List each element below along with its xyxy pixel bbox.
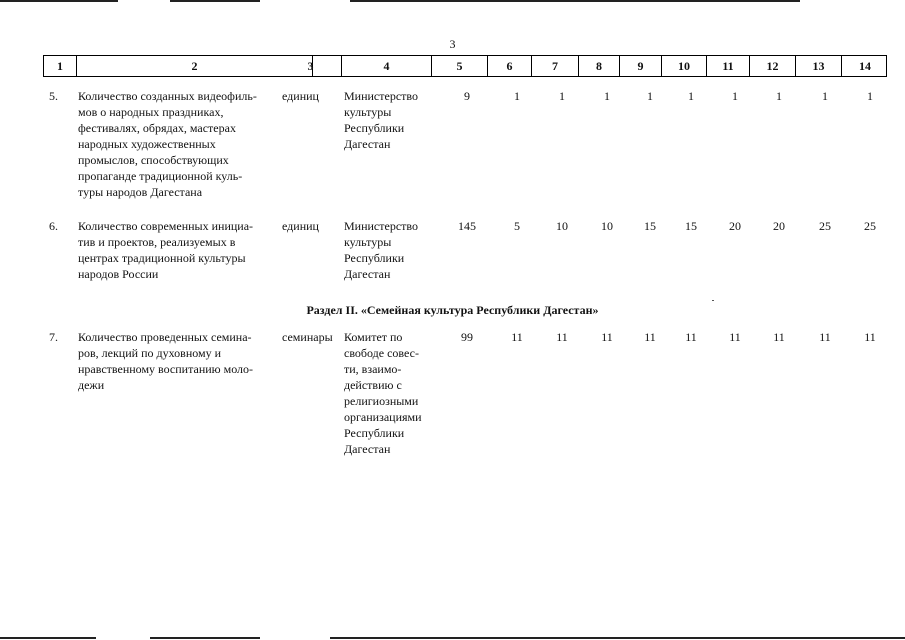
row-number: 5. bbox=[49, 89, 58, 103]
row-value: 11 bbox=[685, 330, 697, 344]
row-value: 1 bbox=[732, 89, 738, 103]
row-value: 20 bbox=[773, 219, 785, 233]
top-edge-line-mid bbox=[170, 0, 260, 2]
row-value: 9 bbox=[464, 89, 470, 103]
row-value: 1 bbox=[776, 89, 782, 103]
row-value: 1 bbox=[604, 89, 610, 103]
page-number: 3 bbox=[449, 37, 456, 51]
row-unit: семинары bbox=[282, 330, 333, 344]
row-value: 11 bbox=[729, 330, 741, 344]
table-header-row bbox=[43, 55, 887, 77]
row-value: 1 bbox=[514, 89, 520, 103]
row-value: 10 bbox=[556, 219, 568, 233]
row-organization: Комитет по свободе совес- ти, взаимо- действию с религиозными организациями Республики Дагестан bbox=[344, 330, 422, 456]
row-organization: Министерство культуры Республики Дагестан bbox=[344, 89, 418, 151]
header-cell: 1 bbox=[44, 56, 77, 76]
row-value: 11 bbox=[644, 330, 656, 344]
row-value: 11 bbox=[819, 330, 831, 344]
header-cell: 11 bbox=[707, 56, 750, 76]
header-cell: 13 bbox=[796, 56, 842, 76]
row-value: 11 bbox=[773, 330, 785, 344]
row-value: 99 bbox=[461, 330, 473, 344]
row-value: 11 bbox=[864, 330, 876, 344]
section-title: Раздел II. «Семейная культура Республики Дагестан» bbox=[306, 303, 599, 317]
header-cell: 3 bbox=[280, 56, 342, 76]
row-value: 1 bbox=[559, 89, 565, 103]
row-value: 25 bbox=[864, 219, 876, 233]
header-cell: 14 bbox=[859, 59, 871, 73]
header-cell: 8 bbox=[579, 56, 620, 76]
row-value: 11 bbox=[511, 330, 523, 344]
row-value: 145 bbox=[458, 219, 476, 233]
header-cell: 7 bbox=[532, 56, 579, 76]
scan-speck bbox=[712, 300, 714, 301]
row-value: 1 bbox=[647, 89, 653, 103]
top-edge-line-left bbox=[0, 0, 118, 2]
header-cell: 5 bbox=[432, 56, 488, 76]
row-value: 1 bbox=[822, 89, 828, 103]
top-edge-line-right bbox=[350, 0, 800, 2]
row-value: 1 bbox=[867, 89, 873, 103]
row-value: 25 bbox=[819, 219, 831, 233]
row-value: 5 bbox=[514, 219, 520, 233]
row-description: Количество проведенных семина- ров, лекций по духовному и нравственному воспитанию моло- дежи bbox=[78, 330, 254, 392]
row-value: 15 bbox=[644, 219, 656, 233]
row-number: 6. bbox=[49, 219, 58, 233]
bottom-edge-line-left bbox=[0, 637, 96, 639]
row-value: 20 bbox=[729, 219, 741, 233]
row-number: 7. bbox=[49, 330, 58, 344]
bottom-edge-line-right bbox=[330, 637, 905, 639]
header-cell: 4 bbox=[342, 56, 432, 76]
row-unit: единиц bbox=[282, 219, 319, 233]
row-organization: Министерство культуры Республики Дагестан bbox=[344, 219, 418, 281]
row-value: 10 bbox=[601, 219, 613, 233]
header-cell: 9 bbox=[620, 56, 662, 76]
header-cell: 6 bbox=[488, 56, 532, 76]
row-value: 15 bbox=[685, 219, 697, 233]
header-cell: 10 bbox=[662, 56, 707, 76]
bottom-edge-line-mid bbox=[150, 637, 260, 639]
row-description: Количество современных инициа- тив и проектов, реализуемых в центрах традиционной культуры народов России bbox=[78, 219, 254, 281]
row-value: 11 bbox=[601, 330, 613, 344]
row-value: 1 bbox=[688, 89, 694, 103]
row-unit: единиц bbox=[282, 89, 319, 103]
row-value: 11 bbox=[556, 330, 568, 344]
header-cell: 12 bbox=[750, 56, 796, 76]
row-description: Количество созданных видеофиль- мов о народных праздниках, фестивалях, обрядах, мастерах народных художественных промыслов, способствующих пропаганде традиционной куль- туры народов Дагестана bbox=[78, 89, 257, 199]
header-cell: 2 bbox=[77, 56, 313, 76]
